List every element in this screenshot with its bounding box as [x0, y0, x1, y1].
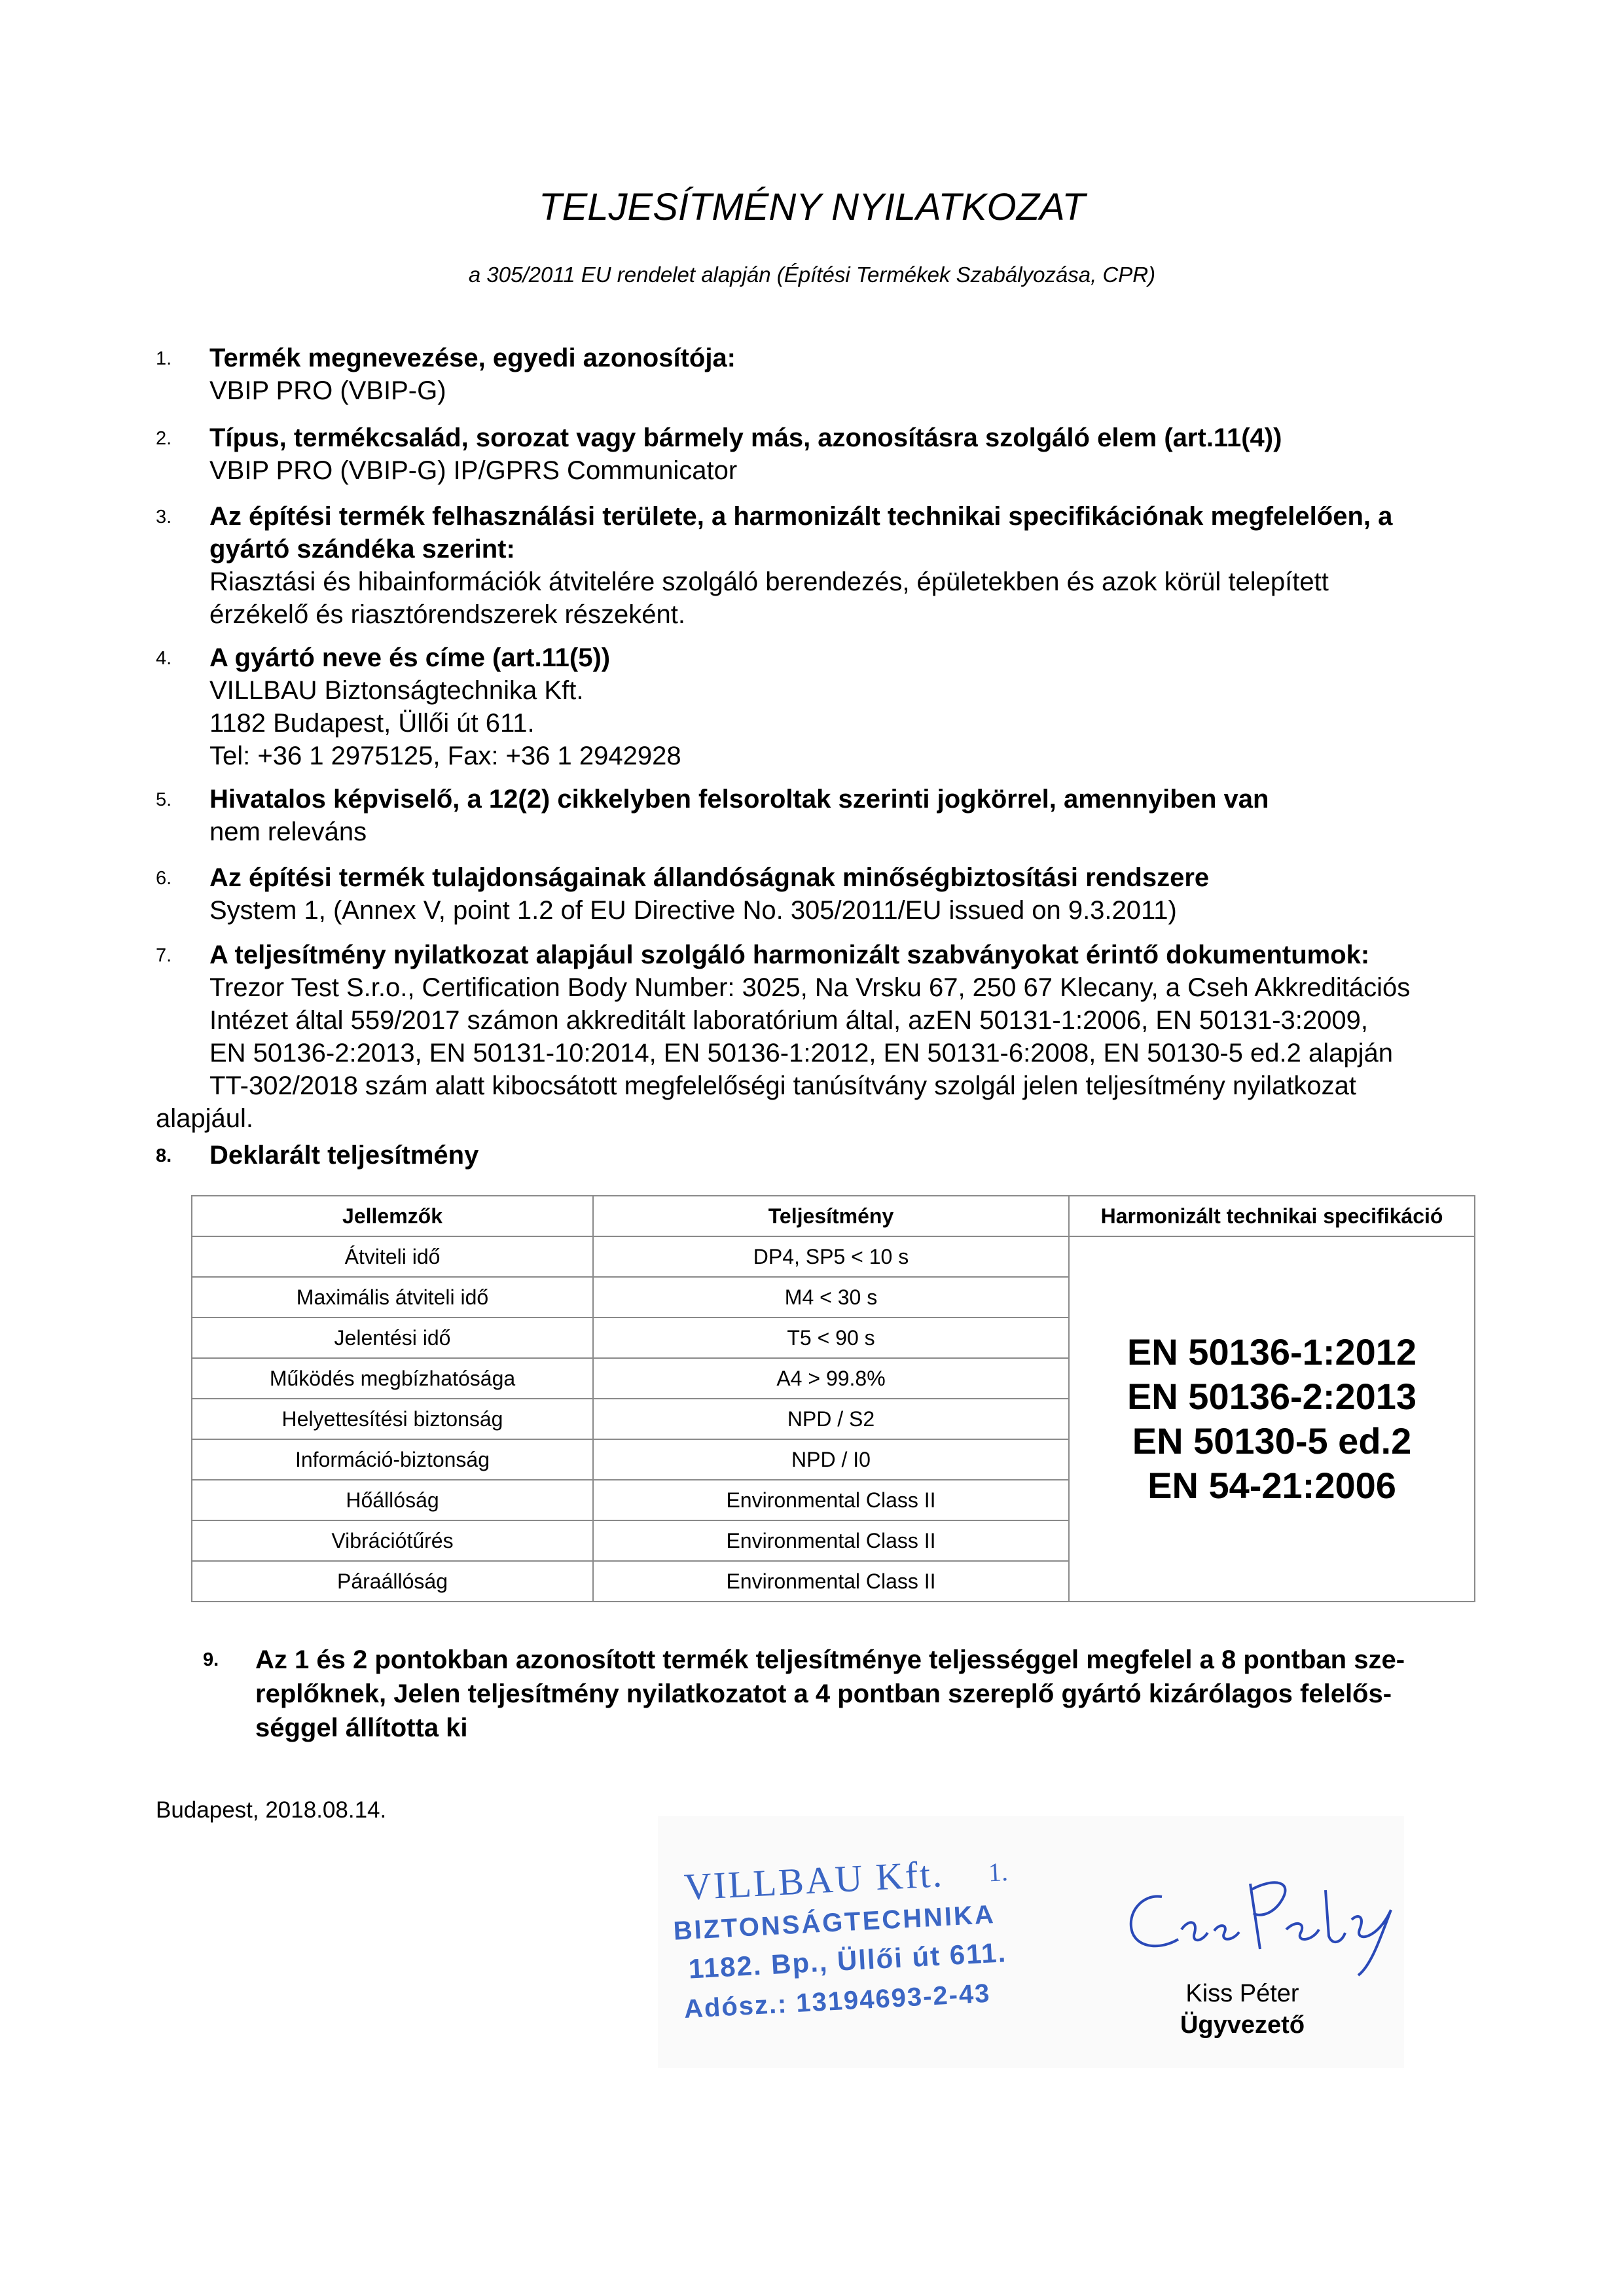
- section-number: 2.: [156, 428, 172, 449]
- page-subtitle: a 305/2011 EU rendelet alapján (Építési Termékek Szabályozása, CPR): [468, 262, 1156, 287]
- section-heading: A gyártó neve és címe (art.11(5)): [209, 643, 611, 672]
- section-2: [156, 422, 1498, 487]
- section-text: Trezor Test S.r.o., Certification Body Number: 3025, Na Vrsku 67, 250 67 Klecany, a Cseh Akkreditációs: [209, 973, 1411, 1002]
- section-heading: Az építési termék tulajdonságainak állandóságnak minőségbiztosítási rendszere: [209, 863, 1210, 892]
- characteristic-cell: Páraállóság: [192, 1561, 593, 1602]
- signature-graphic: [1116, 1857, 1404, 1988]
- section-3: [156, 500, 1498, 631]
- stamp-division: BIZTONSÁGTECHNIKA: [672, 1899, 996, 1946]
- specification-cell: [1069, 1236, 1475, 1602]
- section-heading: A teljesítmény nyilatkozat alapjául szolgáló harmonizált szabványokat érintő dokumentumok:: [209, 941, 1370, 969]
- section-number: 1.: [156, 348, 172, 369]
- page-title: TELJESÍTMÉNY NYILATKOZAT: [539, 186, 1085, 228]
- characteristic-cell: Helyettesítési biztonság: [192, 1399, 593, 1439]
- performance-cell: NPD / I0: [593, 1439, 1069, 1480]
- section-number: 7.: [156, 945, 172, 966]
- section-heading: Hivatalos képviselő, a 12(2) cikkelyben felsoroltak szerinti jogkörrel, amennyiben van: [209, 785, 1269, 814]
- characteristic-cell: Maximális átviteli idő: [192, 1277, 593, 1318]
- characteristic-cell: Jelentési idő: [192, 1318, 593, 1358]
- section-text: Az 1 és 2 pontokban azonosított termék teljesítménye teljességgel megfelel a 8 pontban sze-: [255, 1645, 1405, 1674]
- declared-performance-table: [191, 1195, 1475, 1602]
- specification-standard: EN 54-21:2006: [1147, 1465, 1396, 1506]
- performance-cell: A4 > 99.8%: [593, 1358, 1069, 1399]
- performance-cell: M4 < 30 s: [593, 1277, 1069, 1318]
- section-text: replőknek, Jelen teljesítmény nyilatkozatot a 4 pontban szereplő gyártó kizárólagos felelős-: [255, 1679, 1392, 1708]
- characteristic-cell: Vibrációtűrés: [192, 1520, 593, 1561]
- table-row: [192, 1236, 1475, 1277]
- section-4: [156, 641, 1498, 772]
- section-heading: Az építési termék felhasználási területe, a harmonizált technikai specifikációnak megfelelően, a: [209, 502, 1393, 531]
- characteristic-cell: Információ-biztonság: [192, 1439, 593, 1480]
- performance-cell: Environmental Class II: [593, 1561, 1069, 1602]
- characteristic-cell: Hőállóság: [192, 1480, 593, 1520]
- section-heading: Termék megnevezése, egyedi azonosítója:: [209, 344, 736, 372]
- stamp-number: 1.: [987, 1856, 1009, 1888]
- performance-cell: DP4, SP5 < 10 s: [593, 1236, 1069, 1277]
- performance-cell: T5 < 90 s: [593, 1318, 1069, 1358]
- section-number: 6.: [156, 868, 172, 889]
- specification-standard: EN 50136-1:2012: [1127, 1331, 1417, 1372]
- section-heading: Típus, termékcsalád, sorozat vagy bármely más, azonosításra szolgáló elem (art.11(4)): [209, 423, 1282, 452]
- stamp-graphic: [661, 1850, 1080, 2033]
- section-heading: Deklarált teljesítmény: [209, 1141, 479, 1170]
- section-9: [203, 1643, 1479, 1745]
- signer-name: Kiss Péter: [1185, 1980, 1299, 2007]
- section-text: Intézet által 559/2017 számon akkreditált laboratórium által, azEN 50131-1:2006, EN 50131-3:2009,: [209, 1006, 1368, 1035]
- section-number: 3.: [156, 507, 172, 528]
- section-text: Riasztási és hibainformációk átvitelére szolgáló berendezés, épületekben és azok körül telepített: [209, 567, 1329, 596]
- table-header-row: [192, 1196, 1475, 1236]
- section-text: nem releváns: [209, 817, 367, 846]
- stamp-company: VILLBAU Kft.: [683, 1852, 945, 1909]
- specification-standard: EN 50136-2:2013: [1127, 1376, 1417, 1417]
- section-1: [156, 342, 1498, 407]
- performance-cell: Environmental Class II: [593, 1520, 1069, 1561]
- column-header: Harmonizált technikai specifikáció: [1069, 1196, 1475, 1236]
- section-text: Tel: +36 1 2975125, Fax: +36 1 2942928: [209, 742, 681, 770]
- signer-role: Ügyvezető: [1180, 2011, 1305, 2039]
- section-text: alapjául.: [156, 1104, 254, 1133]
- stamp-address: 1182. Bp., Üllői út 611.: [687, 1937, 1008, 1984]
- section-text: System 1, (Annex V, point 1.2 of EU Directive No. 305/2011/EU issued on 9.3.2011): [209, 896, 1177, 925]
- section-text: TT-302/2018 szám alatt kibocsátott megfelelőségi tanúsítvány szolgál jelen teljesítmény nyilatkozat: [209, 1071, 1357, 1100]
- section-heading: gyártó szándéka szerint:: [209, 535, 515, 564]
- characteristic-cell: Átviteli idő: [192, 1236, 593, 1277]
- section-text: érzékelő és riasztórendszerek részeként.: [209, 600, 685, 629]
- section-text: 1182 Budapest, Üllői út 611.: [209, 709, 535, 738]
- section-number: 5.: [156, 789, 172, 810]
- column-header: Jellemzők: [192, 1196, 593, 1236]
- specification-standard: EN 50130-5 ed.2: [1132, 1420, 1412, 1462]
- section-8: [156, 1139, 1498, 1172]
- section-number: 9.: [203, 1649, 219, 1670]
- section-text: VBIP PRO (VBIP-G) IP/GPRS Communicator: [209, 456, 738, 485]
- section-number: 8.: [156, 1145, 172, 1166]
- company-stamp: [661, 1850, 1080, 2033]
- column-header: Teljesítmény: [593, 1196, 1069, 1236]
- section-text: séggel állította ki: [255, 1713, 468, 1742]
- place-and-date: Budapest, 2018.08.14.: [156, 1797, 387, 1823]
- characteristic-cell: Működés megbízhatósága: [192, 1358, 593, 1399]
- section-text: VBIP PRO (VBIP-G): [209, 376, 446, 405]
- section-number: 4.: [156, 648, 172, 669]
- performance-cell: NPD / S2: [593, 1399, 1069, 1439]
- handwritten-signature: [1116, 1857, 1404, 1988]
- stamp-tax-number: Adósz.: 13194693-2-43: [683, 1979, 992, 2024]
- section-text: VILLBAU Biztonságtechnika Kft.: [209, 676, 584, 705]
- section-5: [156, 783, 1498, 848]
- section-6: [156, 861, 1498, 927]
- section-7: [156, 939, 1498, 1135]
- performance-cell: Environmental Class II: [593, 1480, 1069, 1520]
- section-text: EN 50136-2:2013, EN 50131-10:2014, EN 50136-1:2012, EN 50131-6:2008, EN 50130-5 ed.2 alapján: [209, 1039, 1394, 1067]
